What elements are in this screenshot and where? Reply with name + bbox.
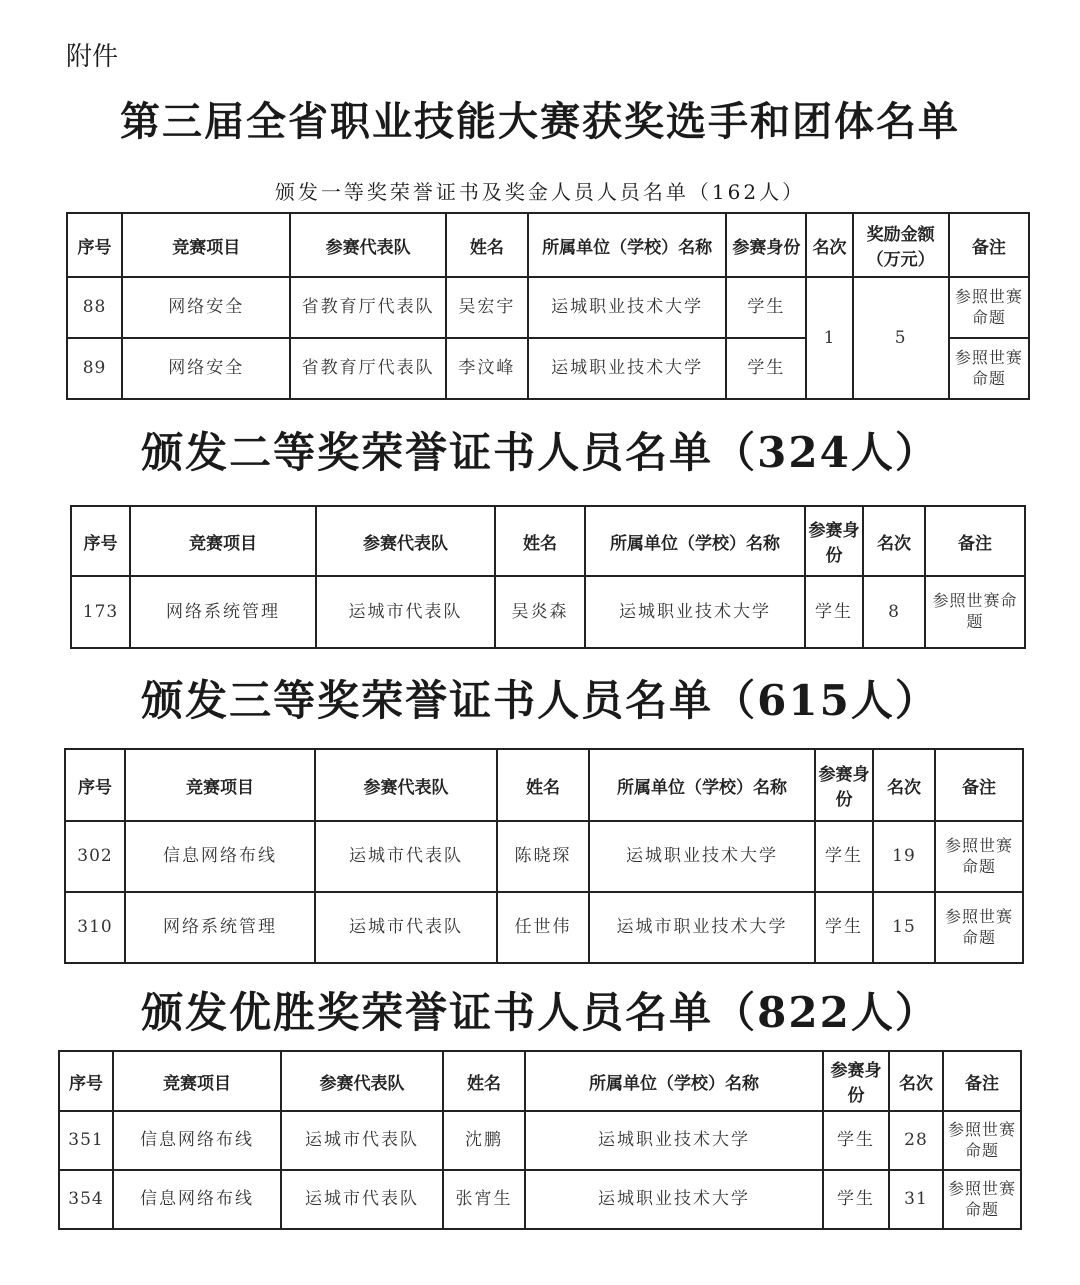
cell-name: 任世伟	[497, 892, 589, 963]
header-seq: 序号	[67, 213, 122, 277]
first-prize-title: 颁发一等奖荣誉证书及奖金人员人员名单（162人）	[274, 180, 806, 204]
cell-team: 运城市代表队	[315, 821, 497, 892]
cell-seq: 354	[59, 1170, 113, 1229]
attachment-label: 附件	[66, 42, 119, 72]
cell-remark: 参照世赛命题	[925, 576, 1025, 648]
header-seq: 序号	[59, 1051, 113, 1111]
header-identity: 参赛身份	[823, 1051, 889, 1111]
header-name: 姓名	[443, 1051, 525, 1111]
cell-seq: 351	[59, 1111, 113, 1170]
excellence-prize-table	[58, 1050, 1022, 1230]
header-identity: 参赛身份	[805, 506, 863, 576]
cell-team: 运城市代表队	[281, 1111, 443, 1170]
table-header-row	[67, 213, 1029, 277]
header-unit: 所属单位（学校）名称	[589, 749, 815, 821]
cell-identity: 学生	[823, 1111, 889, 1170]
cell-unit: 运城职业技术大学	[589, 821, 815, 892]
table-header-row	[65, 749, 1023, 821]
cell-name: 陈晓琛	[497, 821, 589, 892]
header-seq: 序号	[65, 749, 125, 821]
header-name: 姓名	[497, 749, 589, 821]
cell-identity: 学生	[815, 892, 873, 963]
second-prize-table	[70, 505, 1026, 649]
cell-team: 省教育厅代表队	[290, 277, 445, 338]
cell-name: 吴炎森	[495, 576, 585, 648]
cell-unit: 运城职业技术大学	[585, 576, 805, 648]
cell-remark: 参照世赛命题	[943, 1170, 1021, 1229]
cell-unit: 运城职业技术大学	[525, 1170, 823, 1229]
table-row	[65, 821, 1023, 892]
header-remark: 备注	[925, 506, 1025, 576]
table-row	[65, 892, 1023, 963]
cell-rank: 8	[863, 576, 925, 648]
cell-remark: 参照世赛命题	[943, 1111, 1021, 1170]
header-seq: 序号	[71, 506, 130, 576]
cell-rank: 28	[889, 1111, 943, 1170]
cell-identity: 学生	[726, 277, 806, 338]
cell-rank: 15	[873, 892, 935, 963]
header-name: 姓名	[495, 506, 585, 576]
table-row	[59, 1170, 1021, 1229]
cell-name: 沈鹏	[443, 1111, 525, 1170]
cell-team: 运城市代表队	[316, 576, 495, 648]
header-remark: 备注	[943, 1051, 1021, 1111]
table-row	[67, 277, 1029, 338]
cell-event: 网络安全	[122, 277, 290, 338]
header-team: 参赛代表队	[290, 213, 445, 277]
header-rank: 名次	[863, 506, 925, 576]
cell-identity: 学生	[823, 1170, 889, 1229]
cell-unit: 运城市职业技术大学	[589, 892, 815, 963]
header-unit: 所属单位（学校）名称	[528, 213, 726, 277]
table-header-row	[59, 1051, 1021, 1111]
cell-rank-shared: 1	[806, 277, 852, 399]
cell-seq: 89	[67, 338, 122, 399]
header-identity: 参赛身份	[726, 213, 806, 277]
cell-team: 运城市代表队	[281, 1170, 443, 1229]
header-team: 参赛代表队	[315, 749, 497, 821]
cell-identity: 学生	[726, 338, 806, 399]
third-prize-title: 颁发三等奖荣誉证书人员名单（615人）	[141, 676, 939, 725]
cell-remark: 参照世赛命题	[935, 821, 1023, 892]
second-prize-title: 颁发二等奖荣誉证书人员名单（324人）	[141, 428, 939, 477]
header-event: 竞赛项目	[125, 749, 315, 821]
header-event: 竞赛项目	[122, 213, 290, 277]
header-team: 参赛代表队	[316, 506, 495, 576]
first-prize-table	[66, 212, 1030, 400]
header-rank: 名次	[806, 213, 852, 277]
header-name: 姓名	[446, 213, 528, 277]
cell-event: 网络系统管理	[125, 892, 315, 963]
cell-remark: 参照世赛命题	[949, 338, 1029, 399]
page-title: 第三届全省职业技能大赛获奖选手和团体名单	[120, 98, 960, 145]
cell-seq: 173	[71, 576, 130, 648]
cell-remark: 参照世赛命题	[949, 277, 1029, 338]
header-remark: 备注	[935, 749, 1023, 821]
cell-event: 网络系统管理	[130, 576, 316, 648]
table-header-row	[71, 506, 1025, 576]
cell-identity: 学生	[815, 821, 873, 892]
third-prize-table	[64, 748, 1024, 964]
header-rank: 名次	[873, 749, 935, 821]
cell-seq: 310	[65, 892, 125, 963]
cell-rank: 19	[873, 821, 935, 892]
cell-team: 运城市代表队	[315, 892, 497, 963]
header-team: 参赛代表队	[281, 1051, 443, 1111]
cell-seq: 302	[65, 821, 125, 892]
cell-identity: 学生	[805, 576, 863, 648]
cell-unit: 运城职业技术大学	[525, 1111, 823, 1170]
cell-event: 网络安全	[122, 338, 290, 399]
cell-team: 省教育厅代表队	[290, 338, 445, 399]
header-event: 竞赛项目	[130, 506, 316, 576]
header-unit: 所属单位（学校）名称	[585, 506, 805, 576]
header-identity: 参赛身份	[815, 749, 873, 821]
cell-name: 张宵生	[443, 1170, 525, 1229]
cell-event: 信息网络布线	[113, 1111, 281, 1170]
cell-name: 李汶峰	[446, 338, 528, 399]
cell-unit: 运城职业技术大学	[528, 277, 726, 338]
header-rank: 名次	[889, 1051, 943, 1111]
excellence-prize-title: 颁发优胜奖荣誉证书人员名单（822人）	[141, 988, 939, 1037]
cell-remark: 参照世赛命题	[935, 892, 1023, 963]
cell-bonus-shared: 5	[853, 277, 949, 399]
table-row	[59, 1111, 1021, 1170]
table-row	[71, 576, 1025, 648]
header-unit: 所属单位（学校）名称	[525, 1051, 823, 1111]
cell-unit: 运城职业技术大学	[528, 338, 726, 399]
header-bonus: 奖励金额（万元）	[853, 213, 949, 277]
cell-event: 信息网络布线	[113, 1170, 281, 1229]
cell-event: 信息网络布线	[125, 821, 315, 892]
cell-seq: 88	[67, 277, 122, 338]
header-remark: 备注	[949, 213, 1029, 277]
header-event: 竞赛项目	[113, 1051, 281, 1111]
cell-rank: 31	[889, 1170, 943, 1229]
cell-name: 吴宏宇	[446, 277, 528, 338]
